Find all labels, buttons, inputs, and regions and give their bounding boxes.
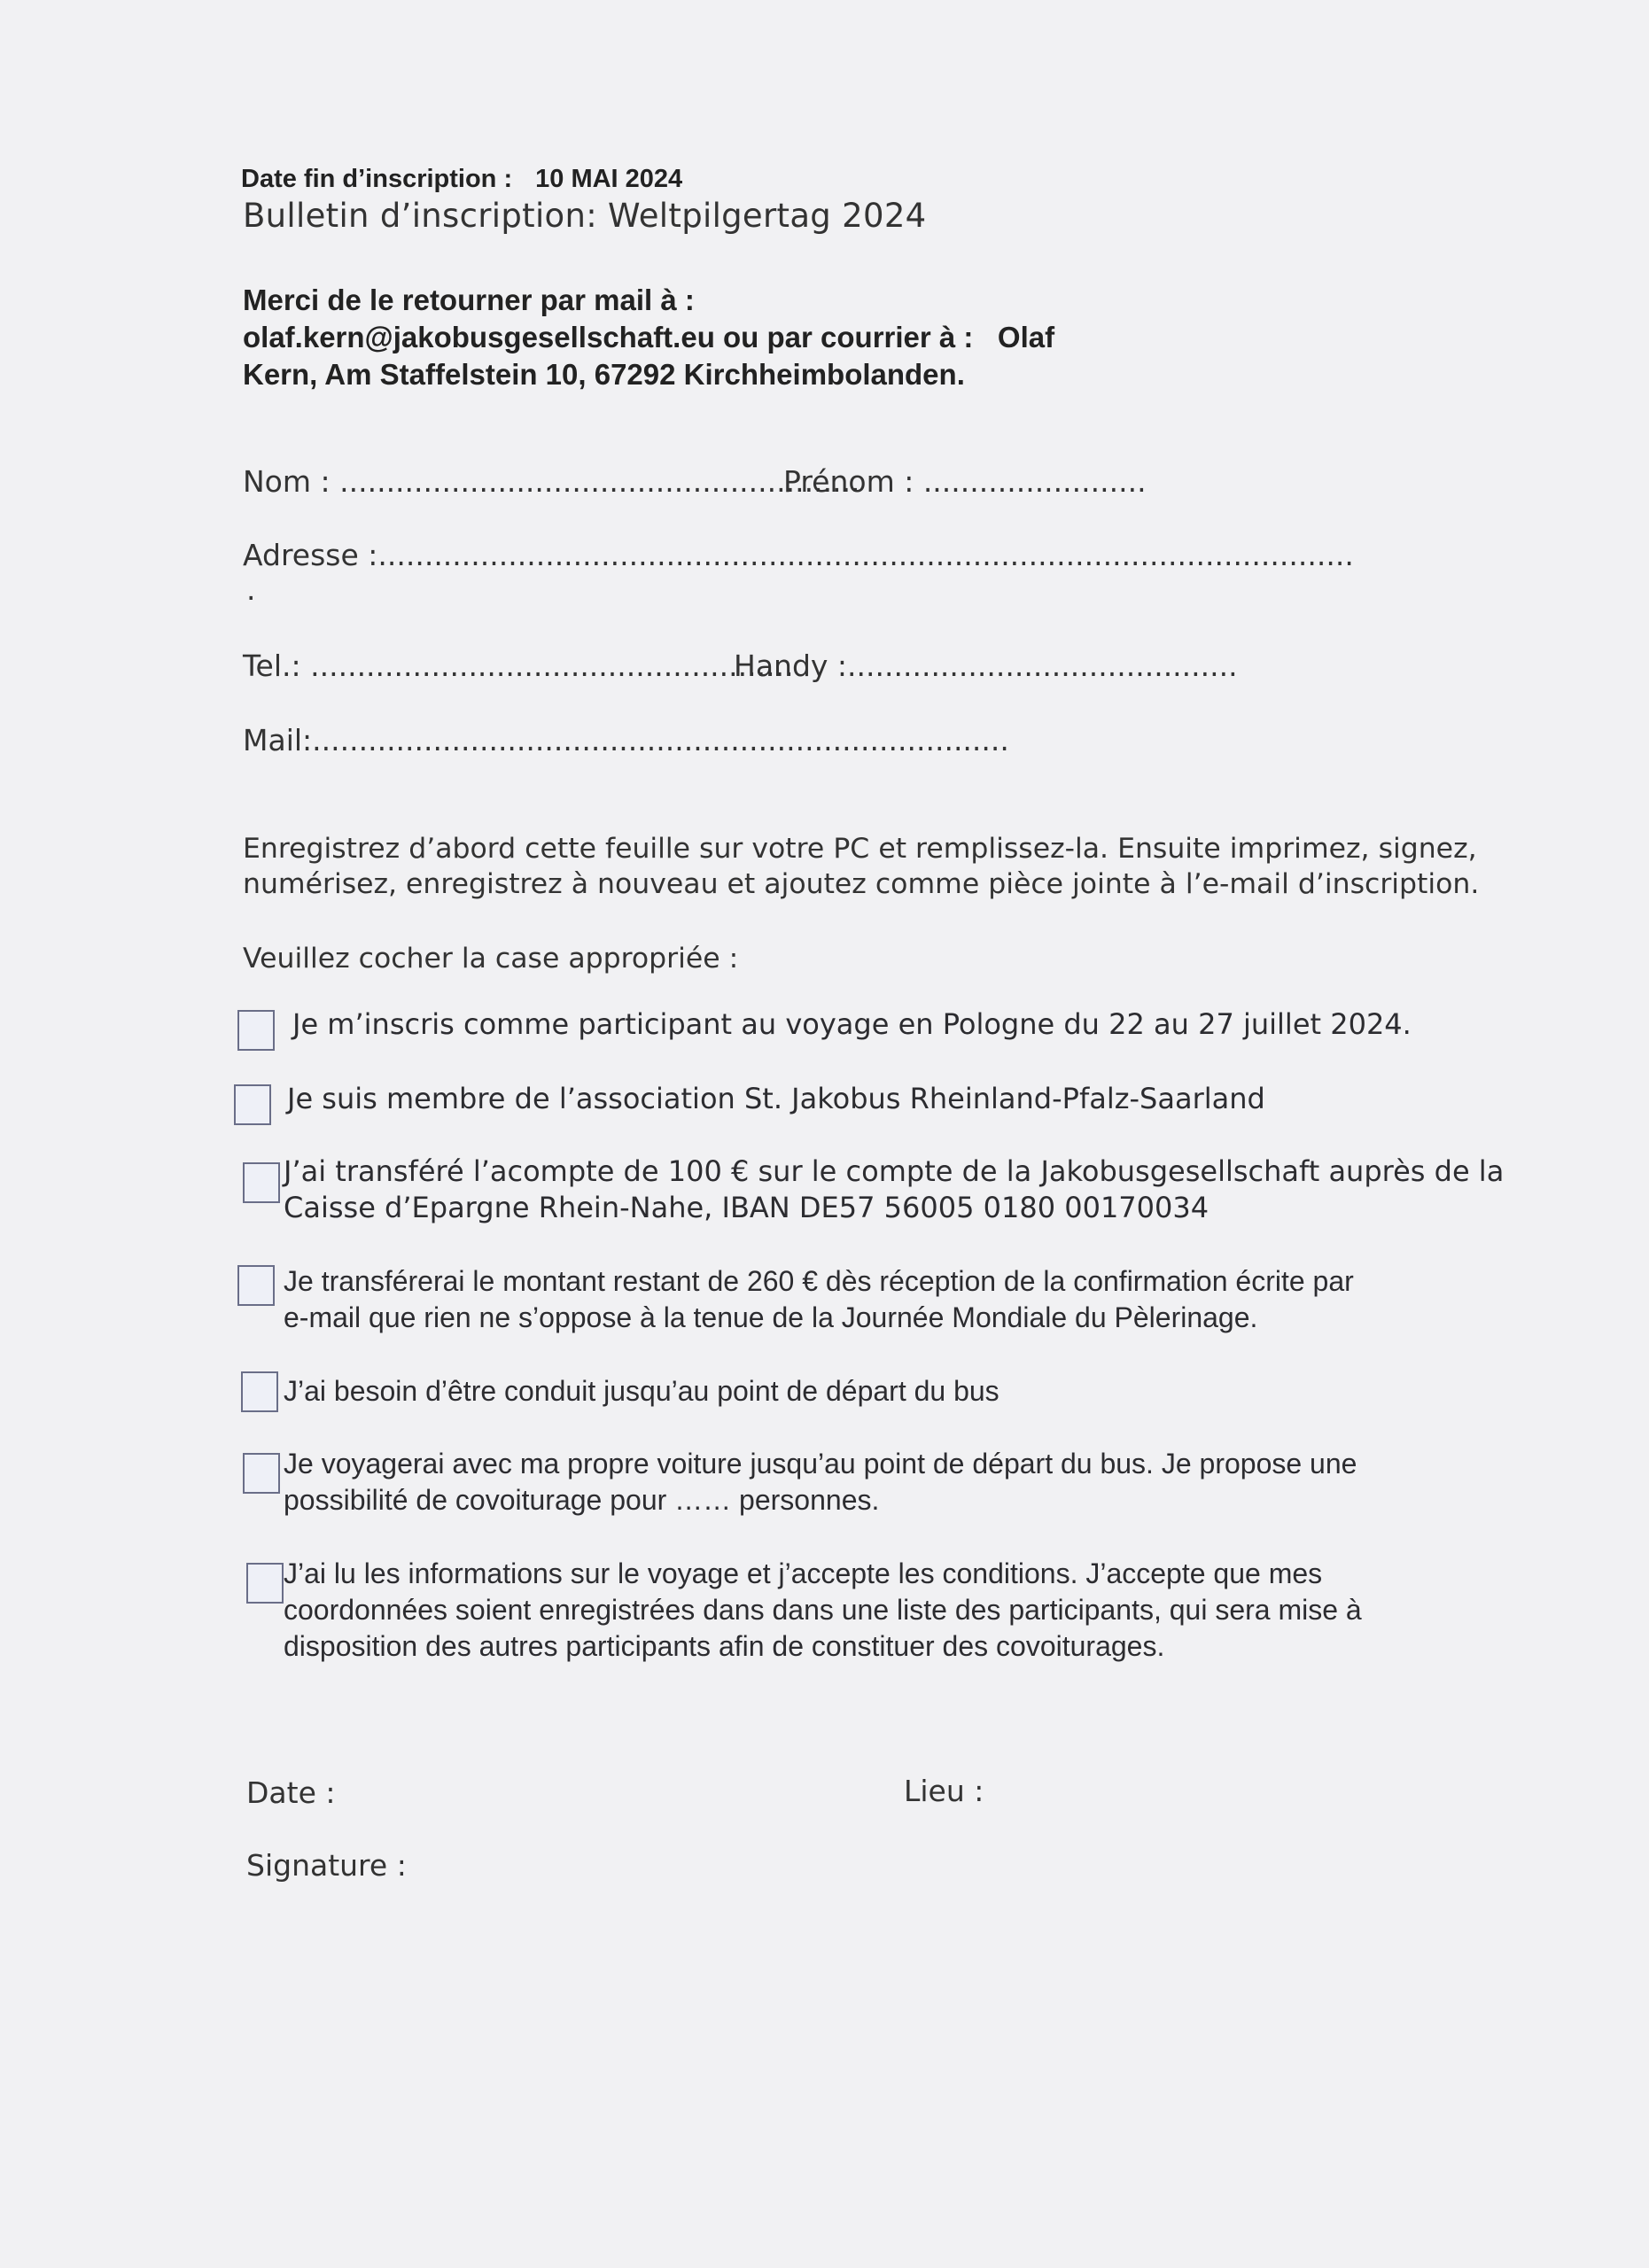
check-prompt: Veuillez cocher la case appropriée : [243, 943, 739, 975]
option-5-checkbox[interactable] [241, 1371, 278, 1412]
instructions-line-1: Enregistrez d’abord cette feuille sur votre PC et remplissez-la. Ensuite imprimez, signez, [243, 833, 1477, 865]
return-line-1: Merci de le retourner par mail à : [243, 284, 695, 316]
date-label: Date : [246, 1775, 336, 1810]
tel-field[interactable]: Tel.: .................................................... [243, 649, 794, 683]
option-3-line-2: Caisse d’Epargne Rhein-Nahe, IBAN DE57 56005 0180 00170034 [284, 1191, 1210, 1224]
deadline-label: Date fin d’inscription : [241, 165, 513, 193]
return-instructions [243, 282, 1054, 393]
instructions-paragraph [243, 831, 1479, 902]
instructions-line-2: numérisez, enregistrez à nouveau et ajoutez comme pièce jointe à l’e-mail d’inscription. [243, 868, 1480, 900]
option-6-line-2: possibilité de covoiturage pour …… personnes. [284, 1484, 880, 1516]
option-2-checkbox[interactable] [234, 1084, 271, 1125]
option-7-text [284, 1556, 1362, 1665]
option-1-checkbox[interactable] [237, 1010, 275, 1051]
signature-label: Signature : [246, 1848, 407, 1883]
option-3-line-1: J’ai transféré l’acompte de 100 € sur le compte de la Jakobusgesellschaft auprès de la [284, 1154, 1505, 1188]
option-4-checkbox[interactable] [237, 1265, 275, 1306]
form-title: Bulletin d’inscription: Weltpilgertag 2024 [243, 197, 927, 235]
option-3-checkbox[interactable] [243, 1162, 280, 1203]
option-3-text [284, 1153, 1504, 1226]
option-7-line-2: coordonnées soient enregistrées dans dans une liste des participants, qui sera mise à [284, 1594, 1362, 1626]
handy-field[interactable]: Handy :.......................................... [734, 649, 1238, 683]
option-7-checkbox[interactable] [246, 1563, 284, 1604]
prenom-field[interactable]: Prénom : ........................ [783, 464, 1147, 499]
option-6-line-1: Je voyagerai avec ma propre voiture jusqu’au point de départ du bus. Je propose une [284, 1448, 1357, 1480]
adresse-continuation: . [246, 572, 256, 607]
return-line-3: Kern, Am Staffelstein 10, 67292 Kirchheimbolanden. [243, 358, 965, 391]
option-7-line-1: J’ai lu les informations sur le voyage et j’accepte les conditions. J’accepte que mes [284, 1557, 1323, 1589]
option-1-text [292, 1006, 1412, 1043]
nom-field[interactable]: Nom : ........................................................ [243, 464, 860, 499]
option-2-line-1: Je suis membre de l’association St. Jakobus Rheinland-Pfalz-Saarland [287, 1082, 1265, 1115]
return-line-2: olaf.kern@jakobusgesellschaft.eu ou par courrier à : Olaf [243, 321, 1055, 353]
deadline-value: 10 MAI 2024 [535, 165, 683, 193]
option-4-line-2: e-mail que rien ne s’oppose à la tenue de la Journée Mondiale du Pèlerinage. [284, 1301, 1258, 1333]
option-1-line-1: Je m’inscris comme participant au voyage en Pologne du 22 au 27 juillet 2024. [292, 1007, 1412, 1041]
option-6-checkbox[interactable] [243, 1453, 280, 1494]
option-2-text [287, 1081, 1265, 1117]
option-7-line-3: disposition des autres participants afin de constituer des covoiturages. [284, 1630, 1165, 1662]
mail-field[interactable]: Mail:........................................................................... [243, 723, 1009, 757]
option-5-text [284, 1373, 1000, 1410]
option-4-text [284, 1263, 1354, 1336]
deadline-line [241, 165, 682, 194]
option-4-line-1: Je transférerai le montant restant de 260 € dès réception de la confirmation écrite par [284, 1265, 1354, 1297]
adresse-field[interactable]: Adresse :......................................................................................................... [243, 538, 1354, 572]
lieu-label: Lieu : [904, 1774, 984, 1808]
option-5-line-1: J’ai besoin d’être conduit jusqu’au point de départ du bus [284, 1375, 1000, 1407]
option-6-text [284, 1446, 1357, 1518]
